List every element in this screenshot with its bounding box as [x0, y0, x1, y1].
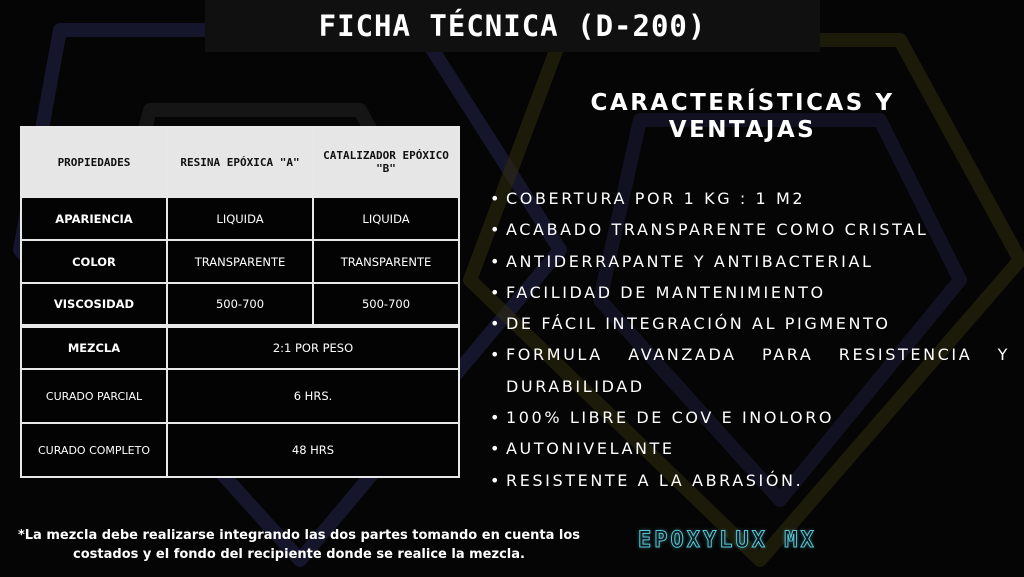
resina-value: LIQUIDA: [167, 197, 313, 240]
feature-text: RESISTENTE A LA ABRASIÓN.: [506, 470, 804, 490]
header-catalizador: CATALIZADOR EPÓXICO "B": [313, 127, 459, 197]
resina-value: 500-700: [167, 283, 313, 326]
list-item: [490, 465, 1010, 496]
property-name: COLOR: [21, 240, 167, 283]
list-item: [490, 339, 1010, 402]
list-item: [490, 246, 1010, 277]
mix-value: 6 HRS.: [167, 369, 459, 423]
table-row: [21, 197, 459, 240]
table-row: [21, 283, 459, 326]
feature-text: FACILIDAD DE MANTENIMIENTO: [506, 282, 826, 302]
bullet-icon: •: [490, 439, 503, 459]
feature-text: AUTONIVELANTE: [506, 439, 675, 459]
property-name: APARIENCIA: [21, 197, 167, 240]
property-name: CURADO PARCIAL: [21, 369, 167, 423]
table-row: [21, 240, 459, 283]
bullet-icon: •: [490, 189, 503, 208]
bullet-icon: •: [490, 251, 503, 271]
property-name: CURADO COMPLETO: [21, 423, 167, 477]
spec-table: [20, 126, 460, 478]
list-item: [490, 183, 1010, 214]
brand-logo: EPOXYLUX MX: [638, 528, 817, 553]
feature-text: COBERTURA POR 1 KG : 1 M2: [506, 189, 806, 208]
header-propiedades: PROPIEDADES: [21, 127, 167, 197]
bullet-icon: •: [490, 220, 503, 240]
title-bar: [205, 0, 820, 52]
catalizador-value: 500-700: [313, 283, 459, 326]
page-title: FICHA TÉCNICA (D-200): [318, 9, 707, 43]
table-row: [21, 423, 459, 477]
feature-text: DE FÁCIL INTEGRACIÓN AL PIGMENTO: [506, 314, 891, 334]
table-row: [21, 326, 459, 369]
resina-value: TRANSPARENTE: [167, 240, 313, 283]
feature-text: FORMULA AVANZADA PARA RESISTENCIA Y DURABILIDAD: [506, 345, 1010, 396]
list-item: [490, 433, 1010, 464]
feature-text: ANTIDERRAPANTE Y ANTIBACTERIAL: [506, 251, 874, 271]
property-name: MEZCLA: [21, 326, 167, 369]
catalizador-value: LIQUIDA: [313, 197, 459, 240]
catalizador-value: TRANSPARENTE: [313, 240, 459, 283]
list-item: [490, 402, 1010, 433]
bullet-icon: •: [490, 314, 503, 334]
mix-value: 48 HRS: [167, 423, 459, 477]
bullet-icon: •: [490, 470, 503, 490]
feature-text: ACABADO TRANSPARENTE COMO CRISTAL: [506, 220, 929, 240]
table-header-row: [21, 127, 459, 197]
features-title: CARACTERÍSTICAS Y VENTAJAS: [590, 90, 895, 143]
list-item: [490, 308, 1010, 339]
footnote: *La mezcla debe realizarse integrando las dos partes tomando en cuenta los costados y el fondo del recipiente donde se realice la mezcla.: [17, 528, 581, 562]
list-item: [490, 277, 1010, 308]
list-item: [490, 214, 1010, 245]
header-resina: RESINA EPÓXICA "A": [167, 127, 313, 197]
mix-value: 2:1 POR PESO: [167, 326, 459, 369]
bullet-icon: •: [490, 408, 503, 428]
bullet-icon: •: [490, 282, 503, 302]
bullet-icon: •: [490, 345, 503, 365]
feature-text: 100% LIBRE DE COV E INOLORO: [506, 408, 835, 428]
property-name: VISCOSIDAD: [21, 283, 167, 326]
table-row: [21, 369, 459, 423]
features-list: [490, 183, 1010, 496]
